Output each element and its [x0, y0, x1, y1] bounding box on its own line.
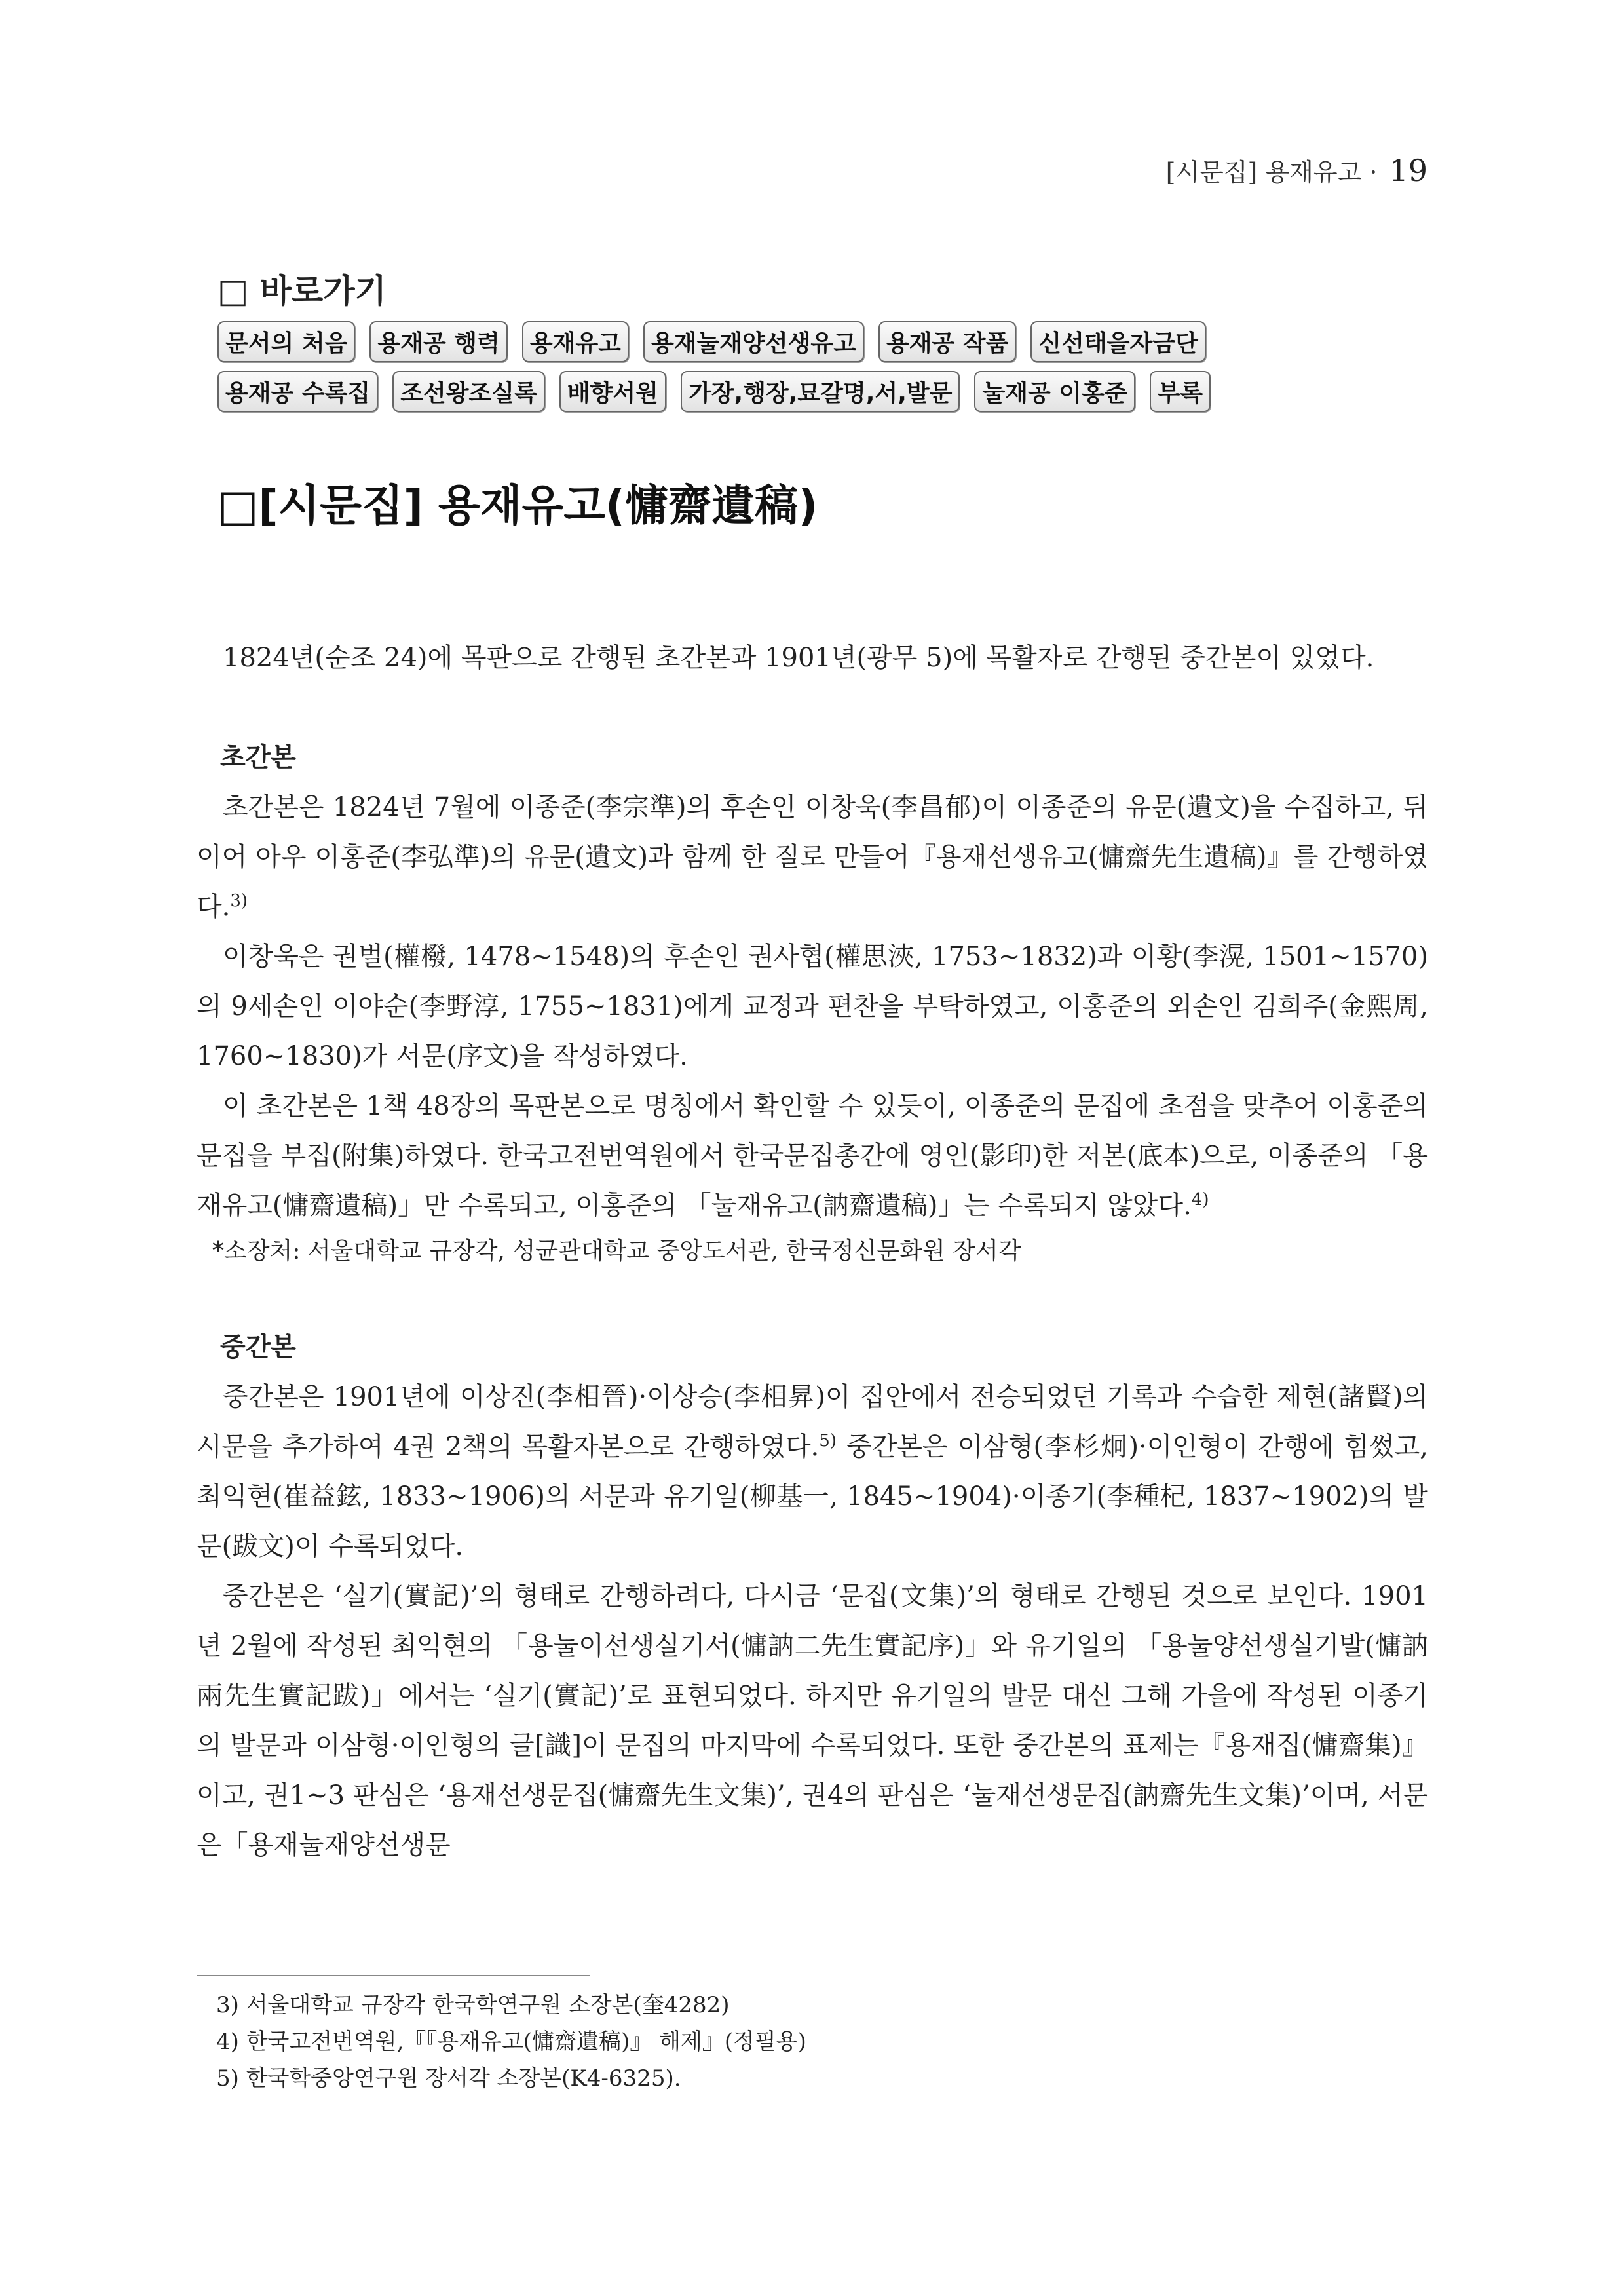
page-number: 19	[1389, 153, 1427, 188]
nav-button-doc-start[interactable]: 문서의 처음	[217, 321, 355, 362]
nav-button-seowon[interactable]: 배향서원	[559, 371, 666, 412]
section-heading-second-edition: 중간본	[220, 1332, 296, 1362]
page-title: □[시문집] 용재유고(慵齋遺稿)	[217, 480, 818, 531]
footnote-ref[interactable]: 5)	[819, 1431, 837, 1451]
nav-button-appendix[interactable]: 부록	[1150, 371, 1211, 412]
footnote-ref[interactable]: 4)	[1191, 1190, 1209, 1210]
nav-button-yongjae-yugo[interactable]: 용재유고	[522, 321, 629, 362]
paragraph-text: 초간본은 1824년 7월에 이종준(李宗準)의 후손인 이창욱(李昌郁)이 이종준의 유문(遺文)을 수집하고, 뒤이어 아우 이홍준(李弘準)의 유문(遺文)과 함께 한 질로 만들어『용재선생유고(慵齋先生遺稿)』를 간행하였다.	[197, 792, 1428, 922]
paragraph	[197, 1372, 1428, 1571]
nav-row-1	[217, 321, 1206, 362]
running-header	[1166, 152, 1427, 188]
footnote-ref[interactable]: 3)	[230, 891, 248, 911]
nav-row-2	[217, 371, 1211, 412]
paragraph	[197, 782, 1428, 932]
nav-button-works[interactable]: 용재공 작품	[878, 321, 1016, 362]
nav-button-biographies[interactable]: 가장,행장,묘갈명,서,발문	[681, 371, 960, 412]
footnote-4: 4) 한국고전번역원,『『용재유고(慵齋遺稿)』 해제』(정필용)	[216, 2029, 806, 2055]
footnote-5: 5) 한국학중앙연구원 장서각 소장본(K4-6325).	[216, 2065, 681, 2092]
paragraph-text: 중간본은 이삼형(李杉炯)·이인형이 간행에 힘썼고, 최익현(崔益鉉, 1833~1906)의 서문과 유기일(柳基一, 1845~1904)·이종기(李種杞, 1837~1902)의 발문(跋文)이 수록되었다.	[197, 1432, 1428, 1561]
paragraph: 이창욱은 권벌(權橃, 1478~1548)의 후손인 권사협(權思浹, 1753~1832)과 이황(李滉, 1501~1570)의 9세손인 이야순(李野淳, 1755~1831)에게 교정과 편찬을 부탁하였고, 이홍준의 외손인 김희주(金熙周, 1760~1830)가 서문(序文)을 작성하였다.	[197, 942, 1428, 1071]
running-title: [시문집] 용재유고 ·	[1165, 158, 1378, 187]
nav-button-two-masters-yugo[interactable]: 용재눌재양선생유고	[643, 321, 864, 362]
paragraph: 중간본은 ‘실기(實記)’의 형태로 간행하려다, 다시금 ‘문집(文集)’의 형태로 간행된 것으로 보인다. 1901년 2월에 작성된 최익현의 「용눌이선생실기서(慵訥二先生實記序)」와 유기일의 「용눌양선생실기발(慵訥兩先生實記跋)」에서는 ‘실기(實記)’로 표현되었다. 하지만 유기일의 발문 대신 그해 가을에 작성된 이종기의 발문과 이삼형·이인형의 글[識]이 문집의 마지막에 수록되었다. 또한 중간본의 표제는『용재집(慵齋集)』이고, 권1~3 판심은 ‘용재선생문집(慵齋先生文集)’, 권4의 판심은 ‘눌재선생문집(訥齋先生文集)’이며, 서문은「용재눌재양선생문	[197, 1581, 1428, 1860]
goto-heading: □ 바로가기	[217, 272, 387, 310]
footnotes	[216, 1987, 806, 2097]
section-heading-first-edition: 초간본	[220, 742, 296, 773]
nav-button-sillok[interactable]: 조선왕조실록	[392, 371, 545, 412]
paragraph-text: 중간본은 1901년에 이상진(李相晉)·이상승(李相昇)이 집안에서 전승되었던 기록과 수습한 제현(諸賢)의 시문을 추가하여 4권 2책의 목활자본으로 간행하였다.	[197, 1382, 1428, 1462]
holdings-note: *소장처: 서울대학교 규장각, 성균관대학교 중앙도서관, 한국정신문화원 장서각	[212, 1238, 1021, 1265]
nav-button-sinseon[interactable]: 신선태을자금단	[1030, 321, 1205, 362]
body-content	[197, 633, 1428, 1870]
nav-button-career[interactable]: 용재공 행력	[369, 321, 507, 362]
paragraph-text: 이 초간본은 1책 48장의 목판본으로 명칭에서 확인할 수 있듯이, 이종준의 문집에 초점을 맞추어 이홍준의 문집을 부집(附集)하였다. 한국고전번역원에서 한국문집총간에 영인(影印)한 저본(底本)으로, 이종준의 「용재유고(慵齋遺稿)」만 수록되고, 이홍준의 「눌재유고(訥齋遺稿)」는 수록되지 않았다.	[197, 1091, 1428, 1221]
paragraph	[197, 1081, 1428, 1231]
nav-button-nuljae[interactable]: 눌재공 이홍준	[974, 371, 1135, 412]
nav-button-collections[interactable]: 용재공 수록집	[217, 371, 378, 412]
footnote-3: 3) 서울대학교 규장각 한국학연구원 소장본(奎4282)	[216, 1992, 730, 2018]
intro-paragraph: 1824년(순조 24)에 목판으로 간행된 초간본과 1901년(광무 5)에 목활자로 간행된 중간본이 있었다.	[223, 643, 1374, 673]
footnote-divider	[197, 1975, 590, 1976]
